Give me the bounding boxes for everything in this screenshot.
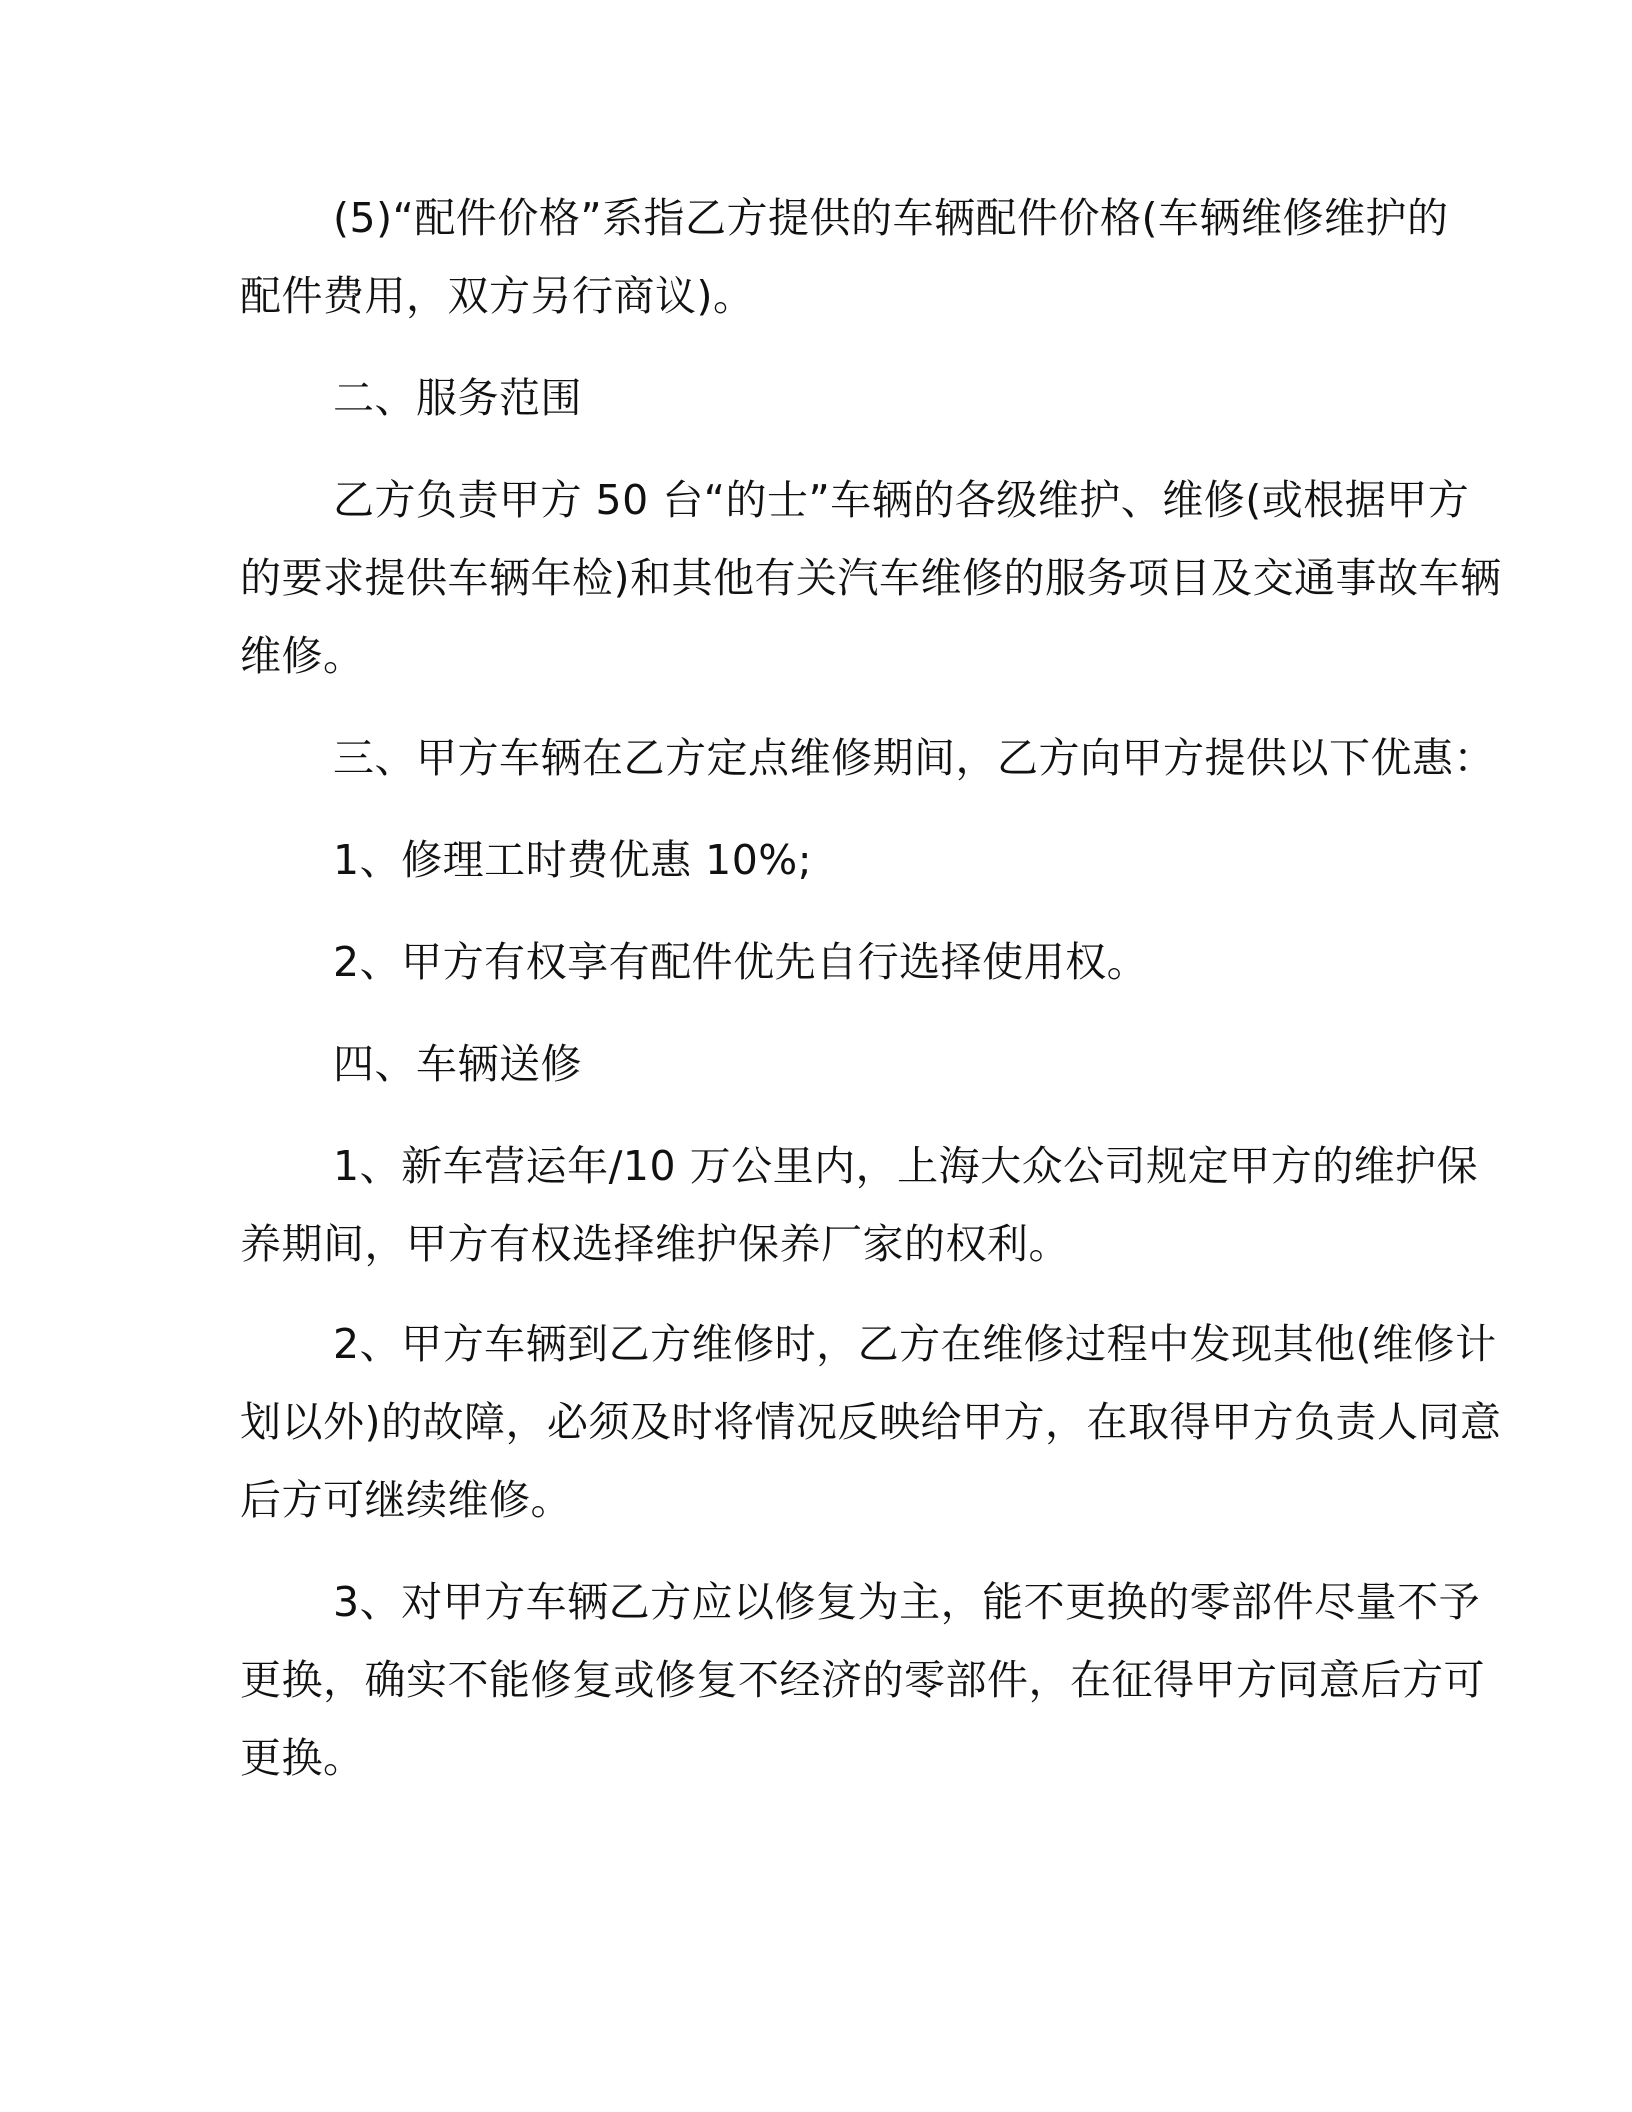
list-item-other-faults: 2、甲方车辆到乙方维修时，乙方在维修过程中发现其他(维修计 xyxy=(333,1320,1497,1368)
section-heading-vehicle-repair: 四、车辆送修 xyxy=(333,1040,582,1088)
list-item-repair-priority: 3、对甲方车辆乙方应以修复为主，能不更换的零部件尽量不予 xyxy=(333,1578,1481,1626)
text-line: 养期间，甲方有权选择维护保养厂家的权利。 xyxy=(240,1220,1070,1268)
section-heading-discounts: 三、甲方车辆在乙方定点维修期间，乙方向甲方提供以下优惠： xyxy=(333,734,1495,782)
text-line-service-scope: 乙方负责甲方 50 台“的士”车辆的各级维护、维修(或根据甲方 xyxy=(333,476,1470,524)
text-line-spare-parts-price: (5)“配件价格”系指乙方提供的车辆配件价格(车辆维修维护的 xyxy=(333,194,1449,242)
text-line: 的要求提供车辆年检)和其他有关汽车维修的服务项目及交通事故车辆 xyxy=(240,554,1502,602)
text-line: 更换，确实不能修复或修复不经济的零部件，在征得甲方同意后方可 xyxy=(240,1656,1485,1704)
text-line: 更换。 xyxy=(240,1734,365,1782)
list-item-new-vehicle: 1、新车营运年/10 万公里内，上海大众公司规定甲方的维护保 xyxy=(333,1142,1479,1190)
section-heading-service-scope: 二、服务范围 xyxy=(333,374,582,422)
list-item-parts-choice: 2、甲方有权享有配件优先自行选择使用权。 xyxy=(333,938,1149,986)
text-line: 后方可继续维修。 xyxy=(240,1476,572,1524)
text-line: 配件费用，双方另行商议)。 xyxy=(240,272,755,320)
text-line: 划以外)的故障，必须及时将情况反映给甲方，在取得甲方负责人同意 xyxy=(240,1398,1502,1446)
text-line: 维修。 xyxy=(240,632,365,680)
list-item-labor-discount: 1、修理工时费优惠 10%; xyxy=(333,836,813,884)
